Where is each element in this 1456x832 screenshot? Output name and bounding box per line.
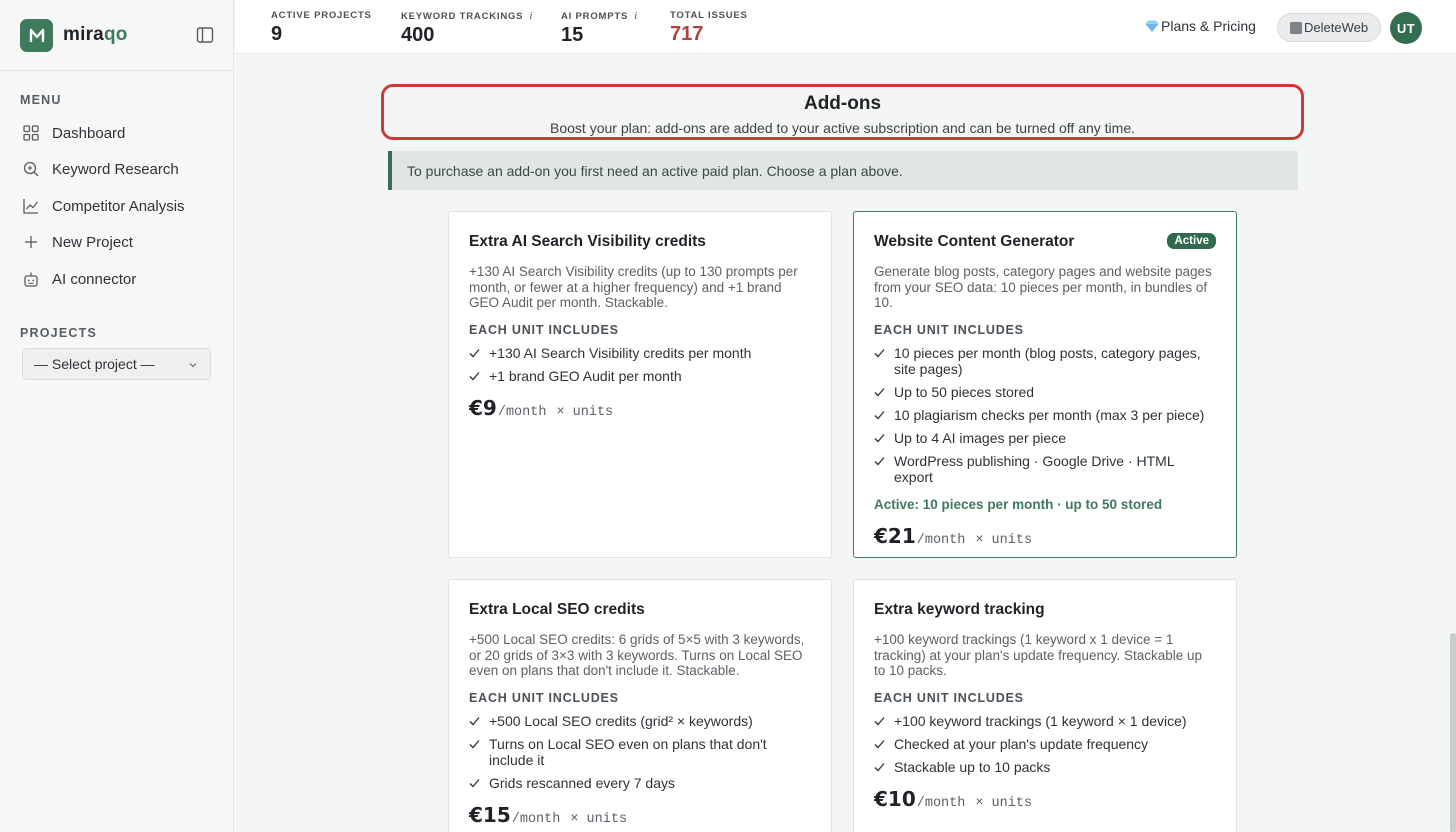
addons-header bbox=[381, 84, 1304, 140]
sidebar-item-dashboard[interactable] bbox=[22, 121, 125, 145]
sidebar-toggle-icon[interactable] bbox=[196, 26, 214, 44]
card-title: Website Content Generator bbox=[874, 233, 1075, 250]
feature-item: 10 plagiarism checks per month (max 3 per piece) bbox=[874, 407, 1216, 423]
price-amount: €9 bbox=[469, 395, 497, 420]
feature-item: WordPress publishing · Google Drive · HTML export bbox=[874, 453, 1216, 485]
feature-item: Up to 50 pieces stored bbox=[874, 384, 1216, 400]
check-icon bbox=[469, 778, 480, 788]
feature-list bbox=[874, 345, 1216, 485]
main-content bbox=[235, 55, 1456, 832]
check-icon bbox=[469, 739, 480, 749]
feature-item: +500 Local SEO credits (grid² × keywords) bbox=[469, 713, 811, 729]
projects-title: PROJECTS bbox=[20, 326, 97, 340]
sidebar bbox=[0, 0, 234, 832]
building-icon bbox=[1290, 22, 1302, 34]
price-period: /month bbox=[497, 404, 547, 420]
plus-icon bbox=[22, 233, 40, 251]
stat-value: 15 bbox=[561, 24, 584, 46]
price-period: /month bbox=[916, 532, 966, 548]
price-period: /month bbox=[916, 795, 966, 811]
check-icon bbox=[874, 433, 885, 443]
check-icon bbox=[874, 456, 885, 466]
addon-card-content-generator bbox=[853, 211, 1237, 558]
avatar[interactable]: UT bbox=[1390, 12, 1422, 44]
addon-card-ai-visibility bbox=[448, 211, 832, 558]
price-amount: €21 bbox=[874, 523, 916, 548]
check-icon bbox=[469, 371, 480, 381]
stat-ai-prompts bbox=[561, 10, 638, 47]
check-icon bbox=[874, 387, 885, 397]
info-icon[interactable]: i bbox=[529, 10, 534, 22]
project-select[interactable] bbox=[22, 348, 211, 380]
brand-name: miraqo bbox=[63, 24, 128, 45]
stat-keyword-trackings bbox=[401, 10, 533, 47]
stat-label: TOTAL ISSUES bbox=[670, 10, 748, 21]
feature-item: Grids rescanned every 7 days bbox=[469, 775, 811, 791]
card-title: Extra Local SEO credits bbox=[469, 601, 645, 618]
card-description: +500 Local SEO credits: 6 grids of 5×5 with 3 keywords, or 20 grids of 3×3 with 3 keywords. Turns on Local SEO even on plans that don't include it. Stackable. bbox=[469, 632, 805, 678]
card-description: +130 AI Search Visibility credits (up to 130 prompts per month, or fewer at a higher frequency) and +1 brand GEO Audit per month. Stackable. bbox=[469, 264, 798, 310]
card-description: +100 keyword trackings (1 keyword x 1 device = 1 tracking) at your plan's update frequency. Stackable up to 10 packs. bbox=[874, 632, 1203, 678]
project-select-value: — Select project — bbox=[34, 356, 155, 372]
status-badge: Active bbox=[1167, 233, 1216, 249]
sidebar-item-label: Dashboard bbox=[52, 124, 126, 142]
feature-item: Checked at your plan's update frequency bbox=[874, 736, 1216, 752]
stat-total-issues bbox=[670, 10, 748, 46]
feature-list bbox=[874, 713, 1216, 775]
price-period: /month bbox=[511, 811, 561, 827]
price-units: × units bbox=[556, 404, 614, 420]
feature-list bbox=[469, 345, 811, 384]
site-label: DeleteWeb bbox=[1304, 20, 1369, 35]
chart-icon bbox=[22, 197, 40, 215]
addon-card-local-seo bbox=[448, 579, 832, 832]
price-amount: €10 bbox=[874, 786, 916, 811]
sidebar-item-new-project[interactable] bbox=[22, 230, 133, 254]
stat-value: 717 bbox=[670, 23, 704, 45]
stat-label: KEYWORD TRACKINGS i bbox=[401, 10, 534, 22]
robot-icon bbox=[22, 270, 40, 288]
active-note: Active: 10 pieces per month · up to 50 stored bbox=[874, 496, 1163, 512]
feature-item: +100 keyword trackings (1 keyword × 1 device) bbox=[874, 713, 1216, 729]
grid-icon bbox=[22, 124, 40, 142]
price-units: × units bbox=[975, 532, 1033, 548]
price bbox=[874, 524, 1216, 548]
addons-title: Add-ons bbox=[803, 93, 882, 114]
notice-banner: To purchase an add-on you first need an active paid plan. Choose a plan above. bbox=[388, 151, 1298, 190]
site-selector-button[interactable] bbox=[1277, 13, 1381, 42]
price bbox=[469, 803, 811, 827]
plans-pricing-label: Plans & Pricing bbox=[1161, 18, 1256, 34]
check-icon bbox=[874, 739, 885, 749]
brand bbox=[0, 0, 233, 71]
info-icon[interactable]: i bbox=[634, 10, 638, 22]
card-title: Extra keyword tracking bbox=[874, 601, 1045, 618]
sidebar-item-competitor-analysis[interactable] bbox=[22, 194, 185, 218]
chevron-down-icon bbox=[188, 360, 198, 370]
feature-item: Turns on Local SEO even on plans that don't include it bbox=[469, 736, 811, 768]
price-units: × units bbox=[570, 811, 628, 827]
card-title: Extra AI Search Visibility credits bbox=[469, 233, 706, 250]
feature-list bbox=[469, 713, 811, 791]
check-icon bbox=[469, 348, 480, 358]
check-icon bbox=[874, 716, 885, 726]
price-units: × units bbox=[975, 795, 1033, 811]
diamond-icon bbox=[1145, 19, 1159, 33]
includes-heading: EACH UNIT INCLUDES bbox=[874, 322, 1024, 337]
price-amount: €15 bbox=[469, 802, 511, 827]
sidebar-item-label: New Project bbox=[52, 233, 133, 251]
check-icon bbox=[469, 716, 480, 726]
sidebar-item-ai-connector[interactable] bbox=[22, 267, 136, 291]
sidebar-item-label: Keyword Research bbox=[52, 160, 179, 178]
sidebar-item-keyword-research[interactable] bbox=[22, 157, 179, 181]
stat-active-projects bbox=[271, 10, 372, 46]
sidebar-item-label: Competitor Analysis bbox=[52, 197, 185, 215]
feature-item: Up to 4 AI images per piece bbox=[874, 430, 1216, 446]
includes-heading: EACH UNIT INCLUDES bbox=[874, 690, 1024, 705]
stat-label: AI PROMPTS i bbox=[561, 10, 638, 22]
stat-label: ACTIVE PROJECTS bbox=[271, 10, 372, 21]
feature-item: +130 AI Search Visibility credits per month bbox=[469, 345, 811, 361]
feature-item: 10 pieces per month (blog posts, category pages, site pages) bbox=[874, 345, 1216, 377]
plans-pricing-link[interactable] bbox=[1145, 18, 1256, 34]
includes-heading: EACH UNIT INCLUDES bbox=[469, 690, 619, 705]
check-icon bbox=[874, 762, 885, 772]
search-icon bbox=[22, 160, 40, 178]
includes-heading: EACH UNIT INCLUDES bbox=[469, 322, 619, 337]
scrollbar[interactable] bbox=[1450, 633, 1456, 832]
check-icon bbox=[874, 410, 885, 420]
topbar bbox=[235, 0, 1456, 54]
feature-item: +1 brand GEO Audit per month bbox=[469, 368, 811, 384]
feature-item: Stackable up to 10 packs bbox=[874, 759, 1216, 775]
price bbox=[469, 396, 811, 420]
sidebar-item-label: AI connector bbox=[52, 270, 137, 288]
check-icon bbox=[874, 348, 885, 358]
addon-card-keyword-tracking bbox=[853, 579, 1237, 832]
addons-subtitle: Boost your plan: add-ons are added to your active subscription and can be turned off any time. bbox=[550, 120, 1135, 136]
stat-value: 400 bbox=[401, 24, 435, 46]
card-description: Generate blog posts, category pages and website pages from your SEO data: 10 pieces per month, in bundles of 10. bbox=[874, 264, 1212, 310]
menu-title: MENU bbox=[20, 93, 62, 107]
logo-icon[interactable] bbox=[20, 19, 53, 52]
stat-value: 9 bbox=[271, 23, 283, 45]
price bbox=[874, 787, 1216, 811]
